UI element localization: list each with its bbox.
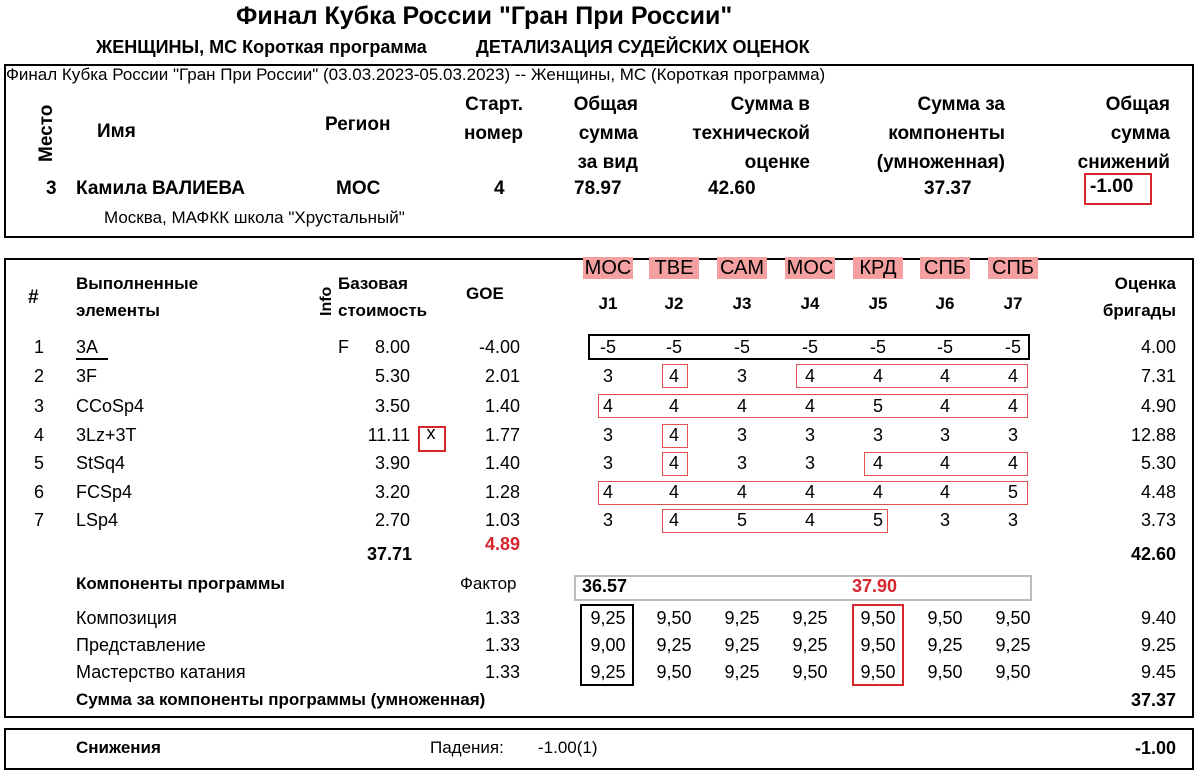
- skater-club: Москва, МАФКК школа "Хрустальный": [104, 208, 405, 227]
- header-panel: Оценка бригады: [1102, 274, 1176, 320]
- component-mark: 9,25: [792, 608, 828, 628]
- element-goe: 1.28: [484, 482, 520, 502]
- judge-mark: -5: [733, 337, 750, 357]
- element-num: 4: [34, 425, 45, 445]
- judge-mark: 4: [939, 482, 950, 502]
- judge-mark: -5: [1004, 337, 1021, 357]
- element-base: 3.90: [374, 453, 410, 473]
- element-score: 4.00: [1140, 337, 1176, 357]
- page-subtitle-left: ЖЕНЩИНЫ, МС Короткая программа: [96, 37, 427, 57]
- element-score: 7.31: [1140, 366, 1176, 386]
- judge-mark: 4: [1007, 453, 1018, 473]
- judge-mark: 4: [668, 396, 679, 416]
- component-factor: 1.33: [484, 608, 520, 628]
- components-total: 37.37: [1130, 690, 1176, 710]
- component-mark: 9,25: [656, 635, 692, 655]
- component-mark: 9,25: [927, 635, 963, 655]
- header-goe: GOE: [466, 284, 504, 303]
- component-mark: 9,25: [724, 662, 760, 682]
- comp-j1-box: [580, 604, 634, 686]
- component-mark: 9,25: [724, 608, 760, 628]
- element-num: 6: [34, 482, 45, 502]
- judge-header-5: J5: [868, 294, 888, 313]
- component-mark: 9,50: [860, 635, 896, 655]
- components-range-low: 36.57: [582, 576, 628, 596]
- element-name: 3Lz+3T: [76, 425, 137, 445]
- header-region: Регион: [325, 114, 391, 135]
- judge-mark: 4: [736, 396, 747, 416]
- component-mark: 9,25: [590, 608, 626, 628]
- component-mark: 9,50: [792, 662, 828, 682]
- element-score: 5.30: [1140, 453, 1176, 473]
- element-underline: [76, 358, 108, 360]
- deductions-total: -1.00: [1134, 738, 1176, 758]
- judge-header-2: J2: [664, 294, 684, 313]
- judge-mark: 3: [1007, 425, 1018, 445]
- goe-row1-box: [588, 334, 1030, 360]
- judge-region-7: СПБ: [988, 257, 1038, 279]
- component-mark: 9,50: [995, 662, 1031, 682]
- element-base: 3.20: [374, 482, 410, 502]
- judge-mark: 4: [872, 453, 883, 473]
- judge-mark: 4: [1007, 396, 1018, 416]
- judge-mark: 4: [602, 396, 613, 416]
- skater-deductions: -1.00: [1090, 176, 1134, 197]
- mark-highlight: [662, 509, 888, 533]
- component-mark: 9,50: [860, 662, 896, 682]
- component-mark: 9,50: [927, 662, 963, 682]
- judge-header-4: J4: [800, 294, 820, 313]
- components-total-label: Сумма за компоненты программы (умноженная): [76, 690, 486, 709]
- judge-mark: 4: [602, 482, 613, 502]
- judge-header-3: J3: [732, 294, 752, 313]
- element-base: 3.50: [374, 396, 410, 416]
- component-mark: 9,50: [656, 608, 692, 628]
- header-pcs: Сумма за компоненты (умноженная): [876, 94, 1005, 173]
- header-elements: Выполненные элементы: [76, 274, 199, 320]
- judge-mark: 3: [602, 425, 613, 445]
- mark-highlight: [662, 424, 688, 448]
- judge-mark: 4: [939, 453, 950, 473]
- element-score: 12.88: [1130, 425, 1176, 445]
- header-deductions: Общая сумма снижений: [1077, 94, 1170, 173]
- judge-mark: 3: [602, 366, 613, 386]
- element-goe: 1.40: [484, 396, 520, 416]
- component-mark: 9,50: [656, 662, 692, 682]
- x-highlight: [418, 426, 446, 452]
- judge-mark: 4: [1007, 366, 1018, 386]
- component-factor: 1.33: [484, 662, 520, 682]
- skater-place: 3: [46, 178, 57, 199]
- component-name: Мастерство катания: [76, 662, 246, 682]
- mark-highlight: [662, 452, 688, 476]
- goe-total: 4.89: [484, 534, 520, 554]
- element-num: 5: [34, 453, 45, 473]
- component-mark: 9,00: [590, 635, 626, 655]
- element-base: 2.70: [374, 510, 410, 530]
- element-name: FCSp4: [76, 482, 133, 502]
- judge-region-4: МОС: [786, 257, 834, 279]
- element-base: 8.00: [374, 337, 410, 357]
- judge-mark: -5: [936, 337, 953, 357]
- header-info: Info: [318, 286, 335, 316]
- element-base: 11.11: [367, 425, 410, 445]
- factor-label: Фактор: [460, 574, 517, 593]
- skater-tes: 42.60: [708, 178, 756, 199]
- falls-label: Падения:: [430, 738, 504, 757]
- skater-region: МОС: [336, 178, 381, 199]
- judge-mark: 3: [804, 453, 815, 473]
- component-mark: 9,50: [927, 608, 963, 628]
- element-name: 3A: [76, 337, 99, 357]
- element-name: CCoSp4: [76, 396, 145, 416]
- judge-mark: 4: [872, 482, 883, 502]
- judge-mark: 4: [668, 482, 679, 502]
- element-name: LSp4: [76, 510, 119, 530]
- judge-mark: 5: [872, 510, 883, 530]
- element-goe: 1.03: [484, 510, 520, 530]
- judge-mark: -5: [665, 337, 682, 357]
- judge-mark: 3: [939, 510, 950, 530]
- judge-mark: 4: [939, 396, 950, 416]
- components-range-high: 37.90: [852, 576, 898, 596]
- component-mark: 9,25: [792, 635, 828, 655]
- element-base: 5.30: [374, 366, 410, 386]
- mark-highlight: [864, 452, 1028, 476]
- judge-mark: 3: [1007, 510, 1018, 530]
- element-name: 3F: [76, 366, 98, 386]
- judge-region-1: МОС: [584, 257, 632, 279]
- skater-start-no: 4: [494, 178, 505, 199]
- judge-region-6: СПБ: [920, 257, 970, 279]
- component-mark: 9,25: [995, 635, 1031, 655]
- judge-mark: -5: [599, 337, 616, 357]
- judge-mark: 5: [872, 396, 883, 416]
- component-mark: 9,50: [860, 608, 896, 628]
- element-score: 4.48: [1140, 482, 1176, 502]
- judge-region-2: ТВЕ: [649, 257, 699, 279]
- judge-header-6: J6: [935, 294, 955, 313]
- judge-mark: 4: [668, 366, 679, 386]
- event-line: Финал Кубка России "Гран При России" (03.03.2023-05.03.2023) -- Женщины, МС (Короткая программа): [6, 65, 826, 84]
- element-num: 1: [34, 337, 45, 357]
- judge-mark: 4: [804, 396, 815, 416]
- judge-mark: 4: [804, 366, 815, 386]
- judge-mark: 3: [736, 366, 747, 386]
- element-num: 2: [34, 366, 45, 386]
- skater-pcs: 37.37: [924, 178, 972, 199]
- judge-mark: 3: [602, 510, 613, 530]
- header-name: Имя: [97, 121, 136, 142]
- element-num: 3: [34, 396, 45, 416]
- element-goe: 2.01: [484, 366, 520, 386]
- element-goe: 1.40: [484, 453, 520, 473]
- judge-region-5: КРД: [853, 257, 903, 279]
- mark-highlight: [598, 394, 1028, 418]
- judge-mark: 3: [804, 425, 815, 445]
- element-info: F: [338, 337, 349, 357]
- judge-mark: 4: [668, 453, 679, 473]
- judge-mark: 3: [939, 425, 950, 445]
- element-num: 7: [34, 510, 45, 530]
- element-name: StSq4: [76, 453, 126, 473]
- mark-highlight: [662, 364, 688, 388]
- judge-mark: 4: [668, 425, 679, 445]
- judge-mark: -5: [801, 337, 818, 357]
- base-total: 37.71: [366, 544, 412, 564]
- component-name: Композиция: [76, 608, 177, 628]
- skater-name: Камила ВАЛИЕВА: [76, 178, 245, 199]
- component-score: 9.45: [1140, 662, 1176, 682]
- component-mark: 9,25: [724, 635, 760, 655]
- component-name: Представление: [76, 635, 206, 655]
- judge-mark: 3: [602, 453, 613, 473]
- deductions-label: Снижения: [76, 738, 161, 757]
- falls-value: -1.00(1): [538, 738, 598, 757]
- components-label: Компоненты программы: [76, 574, 285, 593]
- component-score: 9.40: [1140, 608, 1176, 628]
- components-range-box: [574, 575, 1032, 601]
- skater-total: 78.97: [574, 178, 622, 199]
- deductions-box: [4, 728, 1194, 770]
- judge-mark: 4: [872, 366, 883, 386]
- judge-mark: -5: [869, 337, 886, 357]
- header-base: Базовая стоимость: [338, 274, 428, 320]
- element-goe: -4.00: [478, 337, 520, 357]
- judge-mark: 3: [736, 425, 747, 445]
- judge-mark: 4: [804, 510, 815, 530]
- judge-mark: 5: [1007, 482, 1018, 502]
- judge-mark: 3: [736, 453, 747, 473]
- judge-header-1: J1: [598, 294, 618, 313]
- element-goe: 1.77: [484, 425, 520, 445]
- page-title: Финал Кубка России "Гран При России": [236, 2, 733, 30]
- component-factor: 1.33: [484, 635, 520, 655]
- judge-mark: 4: [939, 366, 950, 386]
- judge-mark: 4: [736, 482, 747, 502]
- judge-mark: 4: [804, 482, 815, 502]
- header-start-no: Старт. номер: [463, 94, 523, 144]
- judge-mark: 4: [668, 510, 679, 530]
- component-mark: 9,50: [995, 608, 1031, 628]
- element-x-flag: x: [426, 423, 436, 443]
- judge-header-7: J7: [1003, 294, 1023, 313]
- mark-highlight: [598, 481, 1028, 505]
- page-subtitle-right: ДЕТАЛИЗАЦИЯ СУДЕЙСКИХ ОЦЕНОК: [476, 37, 810, 57]
- mark-highlight: [796, 364, 1028, 388]
- header-place: Место: [36, 104, 57, 162]
- header-num: #: [28, 287, 39, 308]
- judge-mark: 5: [736, 510, 747, 530]
- element-score: 4.90: [1140, 396, 1176, 416]
- comp-j5-highlight: [852, 604, 904, 686]
- judge-mark: 3: [872, 425, 883, 445]
- header-tes: Сумма в технической оценке: [692, 94, 810, 173]
- judge-region-3: САМ: [717, 257, 767, 279]
- component-mark: 9,25: [590, 662, 626, 682]
- component-score: 9.25: [1140, 635, 1176, 655]
- element-score: 3.73: [1140, 510, 1176, 530]
- header-total: Общая сумма за вид: [573, 94, 638, 173]
- tes-total: 42.60: [1130, 544, 1176, 564]
